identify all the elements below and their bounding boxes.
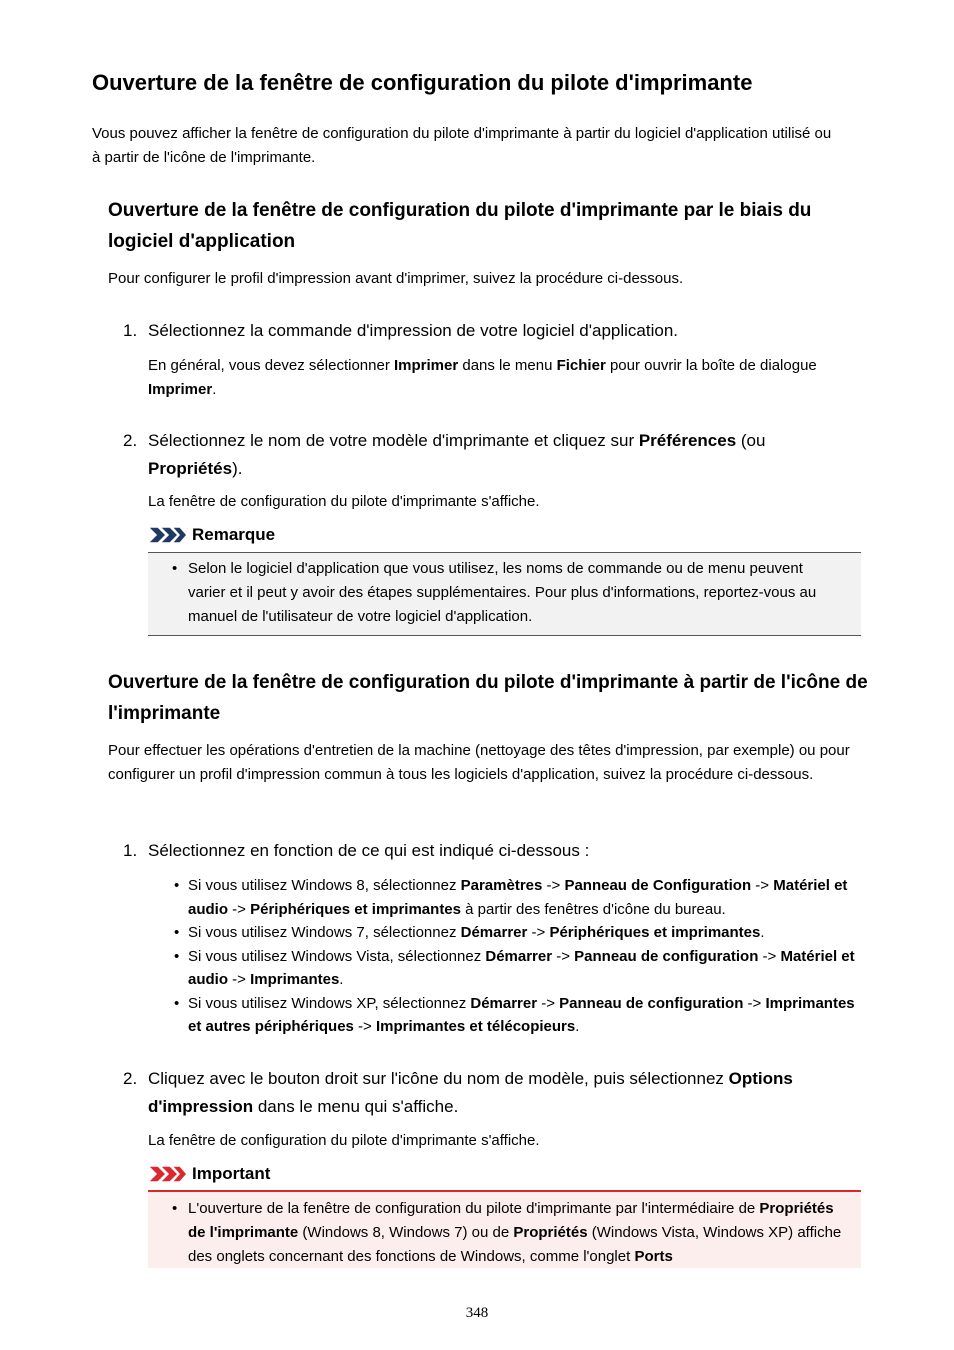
- step-text: Sélectionnez la commande d'impression de votre logiciel d'application.: [148, 321, 679, 340]
- page-number: 348: [465, 1305, 489, 1321]
- important-chevron-icon: [148, 1164, 188, 1184]
- section2-step1: [123, 837, 860, 865]
- note-chevron-icon: [148, 525, 188, 545]
- intro-paragraph: Vous pouvez afficher la fenêtre de configuration du pilote d'imprimante à partir du logiciel d'application utilisé ou à partir de l'icône de l'imprimante.: [92, 125, 832, 166]
- section1-intro: Pour configurer le profil d'impression avant d'imprimer, suivez la procédure ci-dessous.: [108, 270, 684, 287]
- note-box: [148, 552, 861, 636]
- list-item: • Si vous utilisez Windows 8, sélectionnez Paramètres -> Panneau de Configuration -> Matériel et audio -> Périphériques et imprimantes à partir des fenêtres d'icône du bureau.: [148, 874, 868, 921]
- section1-step2-body: La fenêtre de configuration du pilote d'imprimante s'affiche.: [148, 493, 540, 510]
- list-item: • Si vous utilisez Windows 7, sélectionnez Démarrer -> Périphériques et imprimantes.: [148, 921, 868, 945]
- section1-heading: Ouverture de la fenêtre de configuration du pilote d'imprimante par le biais du logiciel d'application: [108, 200, 812, 252]
- important-box: [148, 1190, 861, 1268]
- section1-step2: 2. Sélectionnez le nom de votre modèle d'imprimante et cliquez sur Préférences (ou Propriétés).: [148, 427, 828, 483]
- step-number: 1.: [123, 321, 138, 340]
- step-number: 1.: [123, 841, 138, 860]
- section2-step1-list: [148, 874, 868, 1039]
- section1-step1-body: En général, vous devez sélectionner Imprimer dans le menu Fichier pour ouvrir la boîte de dialogue Imprimer.: [148, 357, 817, 398]
- note-item: • Selon le logiciel d'application que vous utilisez, les noms de commande ou de menu peuvent varier et il peut y avoir des étapes supplémentaires. Pour plus d'informations, reportez-vous au manuel de l'utilisateur de votre logiciel d'application.: [148, 557, 828, 629]
- step-text: Sélectionnez en fonction de ce qui est indiqué ci-dessous :: [148, 841, 590, 860]
- important-header: [148, 1164, 270, 1184]
- list-item: • Si vous utilisez Windows Vista, sélectionnez Démarrer -> Panneau de configuration -> Matériel et audio -> Imprimantes.: [148, 945, 868, 992]
- step-number: 2.: [123, 431, 138, 450]
- note-header: [148, 525, 275, 545]
- section1-step1: [123, 317, 860, 345]
- page-title: Ouverture de la fenêtre de configuration du pilote d'imprimante: [92, 70, 753, 95]
- list-item: • Si vous utilisez Windows XP, sélectionnez Démarrer -> Panneau de configuration -> Imprimantes et autres périphériques -> Imprimantes et télécopieurs.: [148, 992, 868, 1039]
- section2-heading: Ouverture de la fenêtre de configuration du pilote d'imprimante à partir de l'icône de l'imprimante: [108, 672, 868, 724]
- section2-step2-body: La fenêtre de configuration du pilote d'imprimante s'affiche.: [148, 1132, 540, 1149]
- important-item: • L'ouverture de la fenêtre de configuration du pilote d'imprimante par l'intermédiaire de Propriétés de l'imprimante (Windows 8, Windows 7) ou de Propriétés (Windows Vista, Windows XP) affiche des onglets concernant des fonctions de Windows, comme l'onglet Ports: [148, 1197, 848, 1269]
- step-number: 2.: [123, 1069, 138, 1088]
- section2-step2: 2. Cliquez avec le bouton droit sur l'icône du nom de modèle, puis sélectionnez Options d'impression dans le menu qui s'affiche.: [148, 1065, 848, 1121]
- section2-intro: Pour effectuer les opérations d'entretien de la machine (nettoyage des têtes d'impression, par exemple) ou pour configurer un profil d'impression commun à tous les logiciels d'application, suivez la procédure ci-dessous.: [108, 742, 850, 783]
- note-label-text: Remarque: [192, 525, 276, 544]
- important-label: Important: [192, 1164, 271, 1183]
